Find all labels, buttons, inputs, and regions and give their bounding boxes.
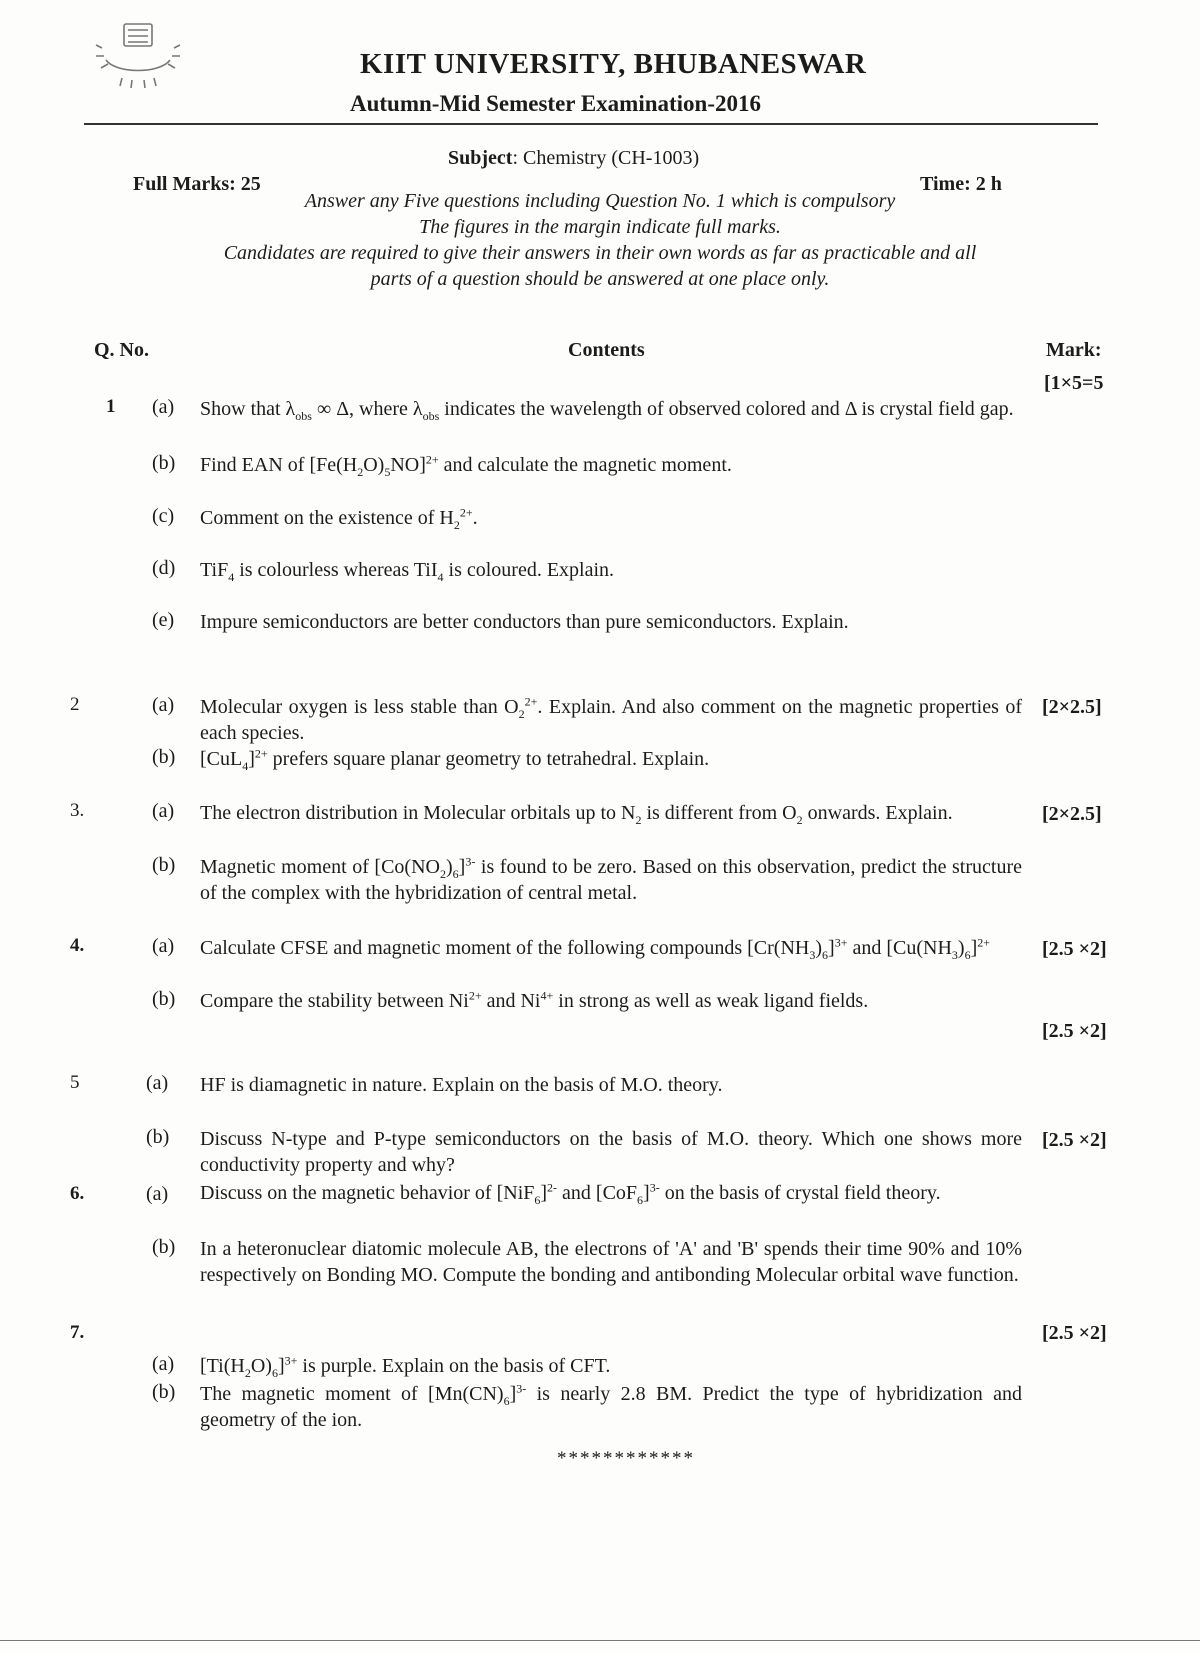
- question-text: Comment on the existence of $H_2^{2+}$.: [200, 505, 478, 532]
- sub-question-label: (a): [146, 1183, 169, 1205]
- page-bottom-edge: [0, 1640, 1200, 1641]
- instruction-line: The figures in the margin indicate full marks.: [419, 216, 781, 238]
- question-number: 2: [70, 694, 80, 715]
- exam-title: Autumn-Mid Semester Examination-2016: [350, 91, 762, 116]
- sub-question-label: (a): [152, 935, 175, 957]
- question-text: Discuss on the magnetic behavior of $[NiF_6]^{2-}$ and $[CoF_6]^{3-}$ on the basis of crystal field theory.: [200, 1180, 941, 1207]
- marks-q1: [1×5=5: [1044, 372, 1104, 394]
- marks-q7: [2.5 ×2]: [1042, 1322, 1107, 1344]
- question-text: Magnetic moment of $[Co(NO_2)_6]^{3-}$ is found to be zero. Based on this observation, predict the structure of the complex with the hybridization of central metal.: [200, 854, 1022, 904]
- marks-q4: [2.5 ×2]: [1042, 938, 1107, 960]
- sub-question-label: (a): [146, 1072, 169, 1094]
- question-text: The electron distribution in Molecular orbitals up to $N_2$ is different from $O_2$ onwards. Explain.: [200, 802, 953, 827]
- sub-question-label: (b): [152, 988, 176, 1010]
- sub-question-label: (b): [152, 854, 176, 876]
- question-text: TiF$_4$ is colourless whereas TiI$_4$ is coloured. Explain.: [200, 559, 615, 584]
- instruction-line: Candidates are required to give their answers in their own words as far as practicable and all: [223, 242, 977, 264]
- question-text: Impure semiconductors are better conductors than pure semiconductors. Explain.: [200, 611, 849, 633]
- sub-question-label: (b): [146, 1126, 170, 1148]
- marks-q4b: [2.5 ×2]: [1042, 1020, 1107, 1042]
- marks-q5: [2.5 ×2]: [1042, 1129, 1107, 1151]
- marks-q3: [2×2.5]: [1042, 803, 1102, 825]
- question-number: 4.: [70, 935, 85, 956]
- question-text: Molecular oxygen is less stable than $O_2^{2+}$. Explain. And also comment on the magnetic properties of each species.: [200, 694, 1022, 744]
- sub-question-label: (a): [152, 396, 175, 418]
- subject-value: : Chemistry (CH-1003): [512, 147, 700, 169]
- question-text: Find EAN of $[Fe(H_2O)_5NO]^{2+}$ and calculate the magnetic moment.: [200, 452, 732, 479]
- sub-question-label: (c): [152, 505, 175, 527]
- question-text: HF is diamagnetic in nature. Explain on the basis of M.O. theory.: [200, 1074, 723, 1096]
- question-text: $[Ti(H_2O)_6]^{3+}$ is purple. Explain on the basis of CFT.: [200, 1353, 611, 1380]
- question-number: 7.: [70, 1322, 85, 1343]
- subject-label: Subject: [448, 147, 513, 169]
- question-text: Calculate CFSE and magnetic moment of the following compounds $[Cr(NH_3)_6]^{3+}$ and $[Cu(NH_3)_6]^{2+}$: [200, 935, 991, 962]
- full-marks: Full Marks: 25: [133, 173, 261, 195]
- sub-question-label: (a): [152, 800, 175, 822]
- question-text: Discuss N-type and P-type semiconductors on the basis of M.O. theory. Which one shows more conductivity property and why?: [200, 1128, 1022, 1176]
- header-divider: [84, 123, 1098, 125]
- question-text: Show that $\lambda_{obs}$ ∞ Δ, where $\lambda_{obs}$ indicates the wavelength of observed colored and Δ is crystal field gap.: [200, 398, 1014, 423]
- question-text: The magnetic moment of $[Mn(CN)_6]^{3-}$ is nearly 2.8 BM. Predict the type of hybridization and geometry of the ion.: [200, 1381, 1022, 1431]
- sub-question-label: (b): [152, 452, 176, 474]
- column-header-contents: Contents: [568, 339, 645, 361]
- university-logo: [92, 18, 184, 90]
- end-marker: ************: [557, 1448, 695, 1469]
- sub-question-label: (b): [152, 1236, 176, 1258]
- question-text: Compare the stability between $Ni^{2+}$ and $Ni^{4+}$ in strong as well as weak ligand fields.: [200, 988, 869, 1012]
- sub-question-label: (b): [152, 1381, 176, 1403]
- column-header-marks: Mark:: [1046, 339, 1102, 361]
- question-number: 3.: [70, 800, 85, 821]
- subject-line: [448, 147, 699, 170]
- sub-question-label: (e): [152, 609, 175, 631]
- question-text: In a heteronuclear diatomic molecule AB, the electrons of 'A' and 'B' spends their time 90% and 10% respectively on Bonding MO. Compute the bonding and antibonding Molecular orbital wave function.: [200, 1238, 1022, 1286]
- sub-question-label: (a): [152, 1353, 175, 1375]
- question-number: 5: [70, 1072, 80, 1093]
- time-allowed: Time: 2 h: [920, 173, 1002, 195]
- question-text: $[CuL_4]^{2+}$ prefers square planar geometry to tetrahedral. Explain.: [200, 746, 710, 773]
- sub-question-label: (a): [152, 694, 175, 716]
- question-number: 1: [106, 396, 116, 417]
- question-number: 6.: [70, 1183, 85, 1204]
- column-header-qno: Q. No.: [94, 339, 149, 361]
- instruction-line: Answer any Five questions including Question No. 1 which is compulsory: [304, 190, 896, 212]
- marks-q2: [2×2.5]: [1042, 696, 1102, 718]
- sub-question-label: (b): [152, 746, 176, 768]
- sub-question-label: (d): [152, 557, 176, 579]
- university-name: KIIT UNIVERSITY, BHUBANESWAR: [360, 48, 867, 80]
- instruction-line: parts of a question should be answered at one place only.: [370, 268, 830, 290]
